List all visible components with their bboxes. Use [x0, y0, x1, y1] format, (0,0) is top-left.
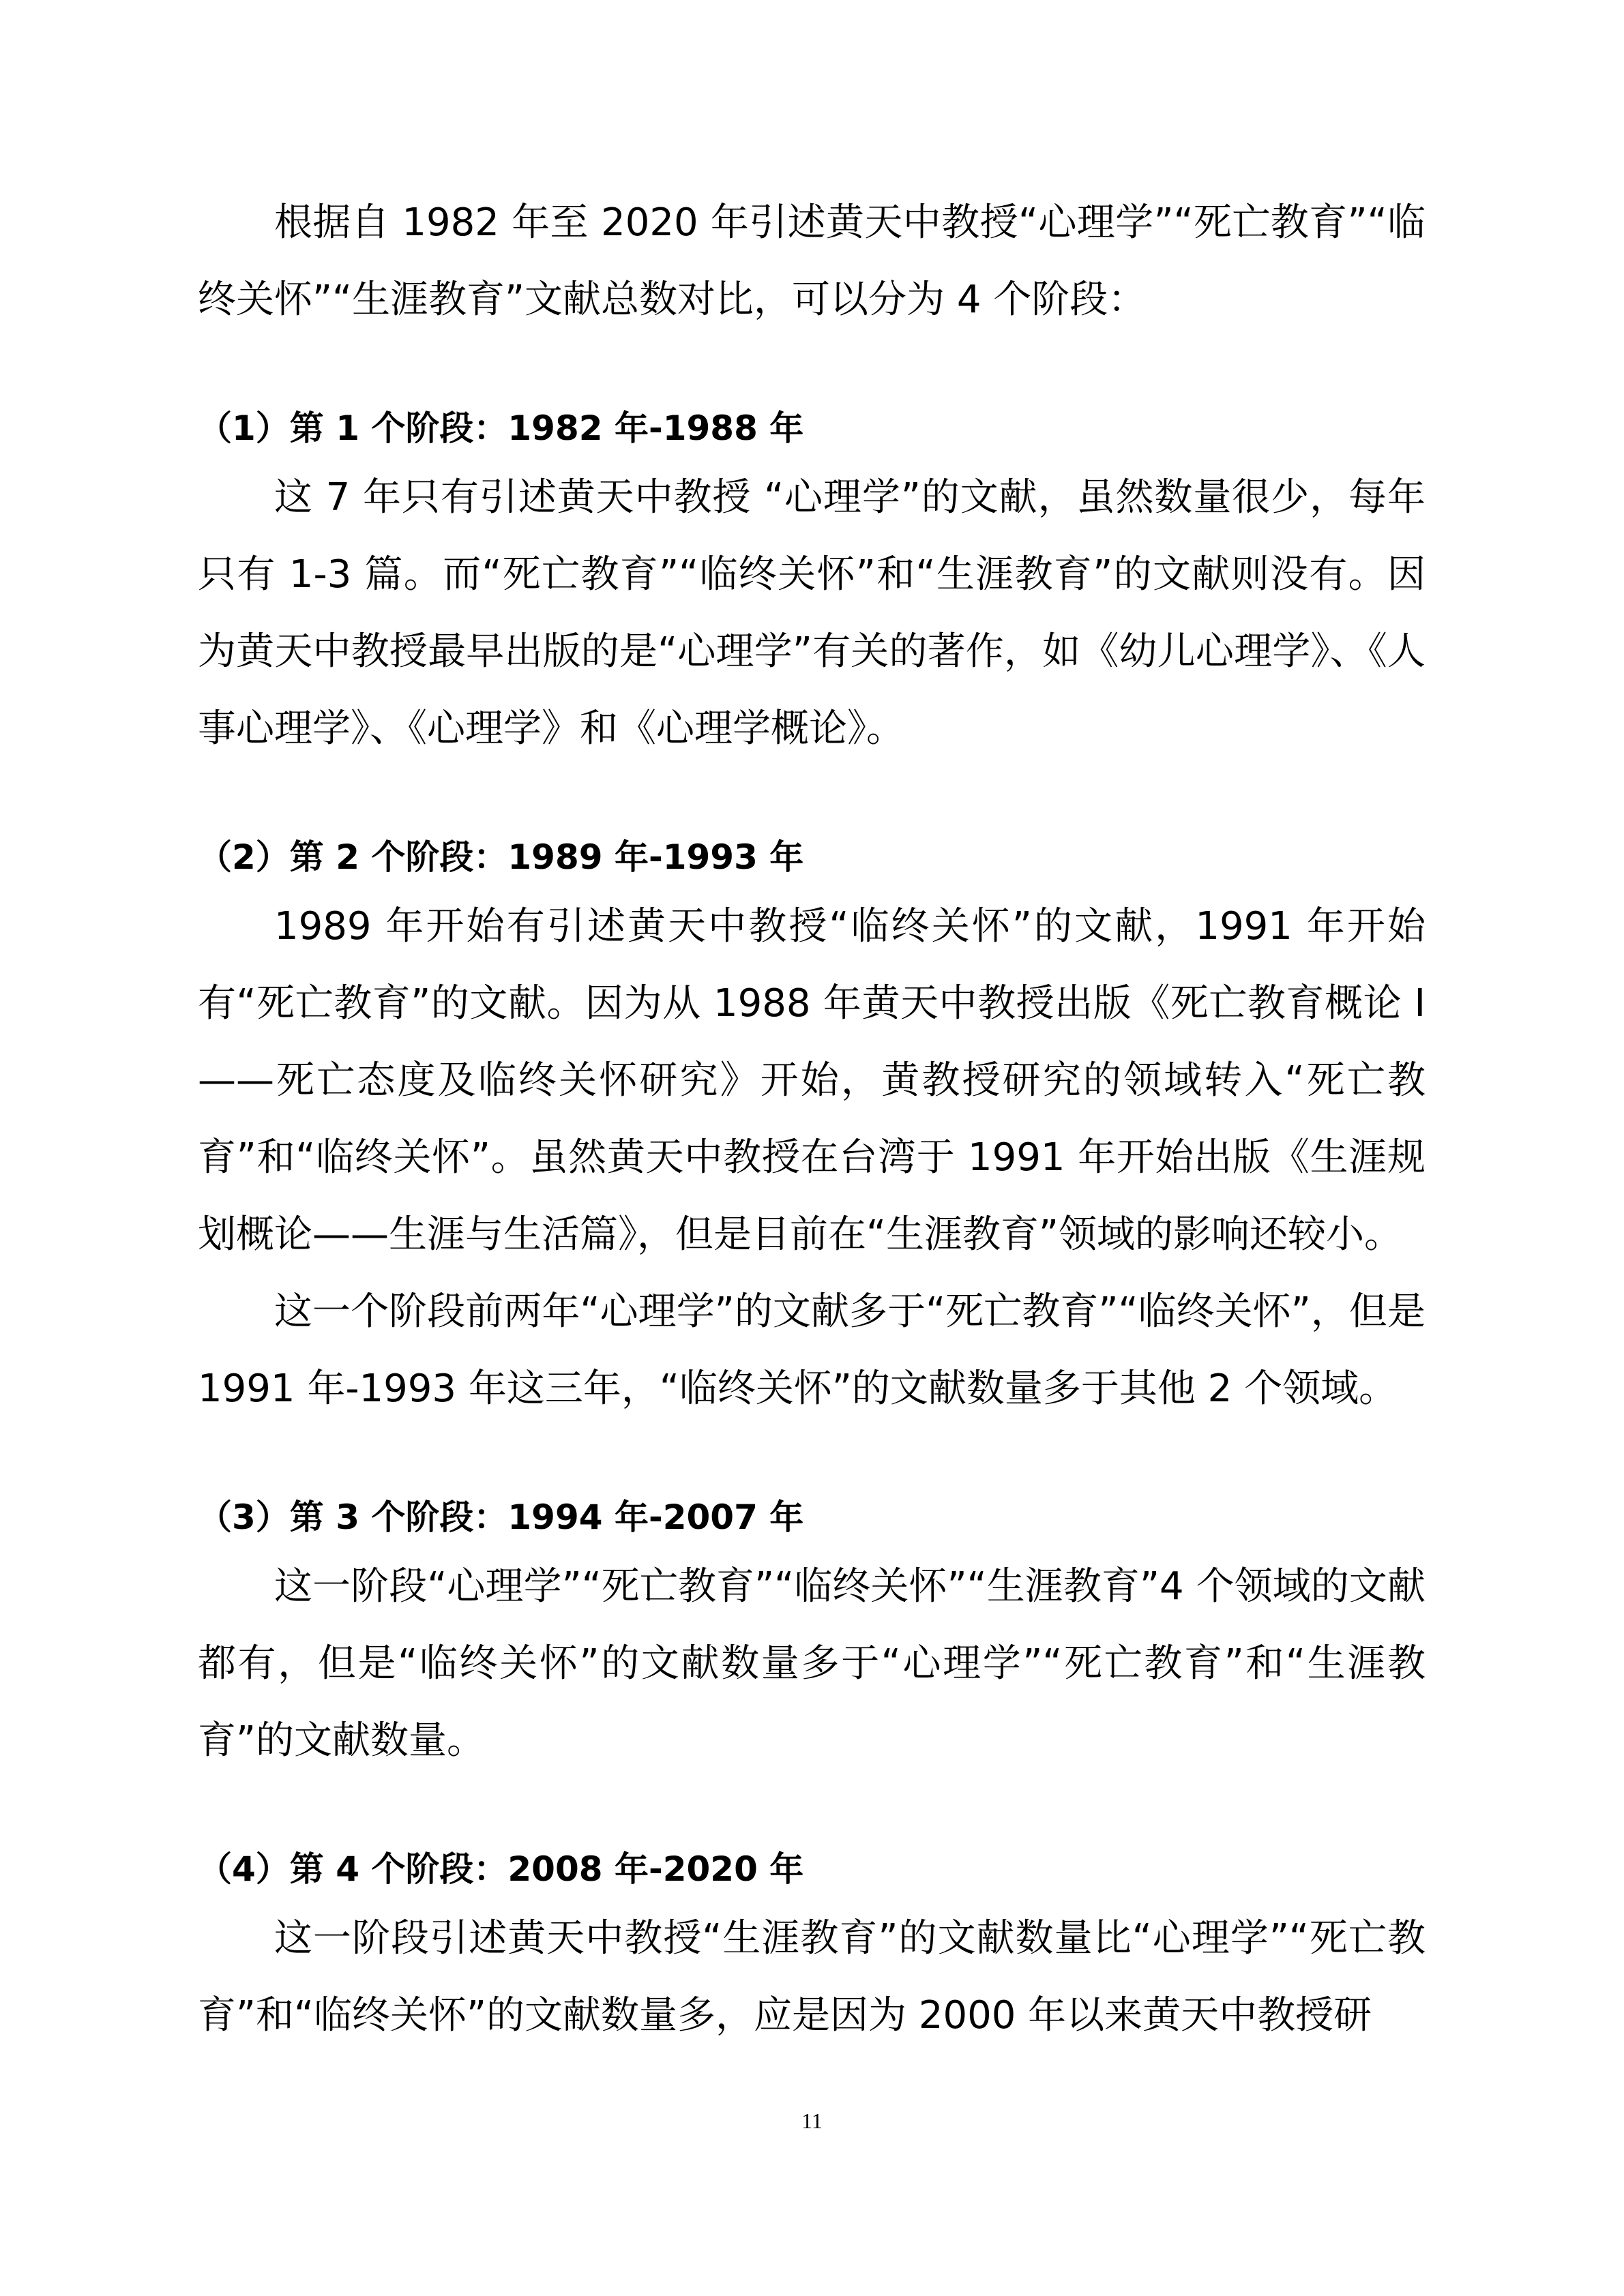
- section-2-heading: （2）第 2 个阶段：1989 年-1993 年: [198, 837, 804, 877]
- section-4-paragraph-1: 这一阶段引述黄天中教授“生涯教育”的文献数量比“心理学”“死亡教育”和“临终关怀”的文献数量多，应是因为 2000 年以来黄天中教授研: [198, 1916, 1426, 2038]
- section-1-paragraph-1: 这 7 年只有引述黄天中教授 “心理学”的文献，虽然数量很少，每年只有 1-3 篇。而“死亡教育”“临终关怀”和“生涯教育”的文献则没有。因为黄天中教授最早出版的是“心理学”有关的著作，如《幼儿心理学》、《人事心理学》、《心理学》和《心理学概论》。: [198, 475, 1426, 751]
- section-3-heading: （3）第 3 个阶段：1994 年-2007 年: [198, 1497, 804, 1537]
- section-1-heading: （1）第 1 个阶段：1982 年-1988 年: [198, 408, 804, 448]
- page-number: 11: [801, 2108, 823, 2133]
- section-2-paragraph-2: 这一个阶段前两年“心理学”的文献多于“死亡教育”“临终关怀”，但是 1991 年-1993 年这三年，“临终关怀”的文献数量多于其他 2 个领域。: [198, 1289, 1426, 1411]
- page-content: [198, 184, 1426, 2054]
- intro-paragraph: 根据自 1982 年至 2020 年引述黄天中教授“心理学”“死亡教育”“临终关怀”“生涯教育”文献总数对比，可以分为 4 个阶段：: [198, 200, 1426, 322]
- section-2-paragraph-1: 1989 年开始有引述黄天中教授“临终关怀”的文献，1991 年开始有“死亡教育”的文献。因为从 1988 年黄天中教授出版《死亡教育概论 Ⅰ——死亡态度及临终关怀研究》开始，黄教授研究的领域转入“死亡教育”和“临终关怀”。虽然黄天中教授在台湾于 1991 年开始出版《生涯规划概论——生涯与生活篇》，但是目前在“生涯教育”领域的影响还较小。: [198, 904, 1426, 1257]
- section-3-paragraph-1: 这一阶段“心理学”“死亡教育”“临终关怀”“生涯教育”4 个领域的文献都有，但是“临终关怀”的文献数量多于“心理学”“死亡教育”和“生涯教育”的文献数量。: [198, 1564, 1426, 1763]
- section-4-heading: （4）第 4 个阶段：2008 年-2020 年: [198, 1849, 804, 1889]
